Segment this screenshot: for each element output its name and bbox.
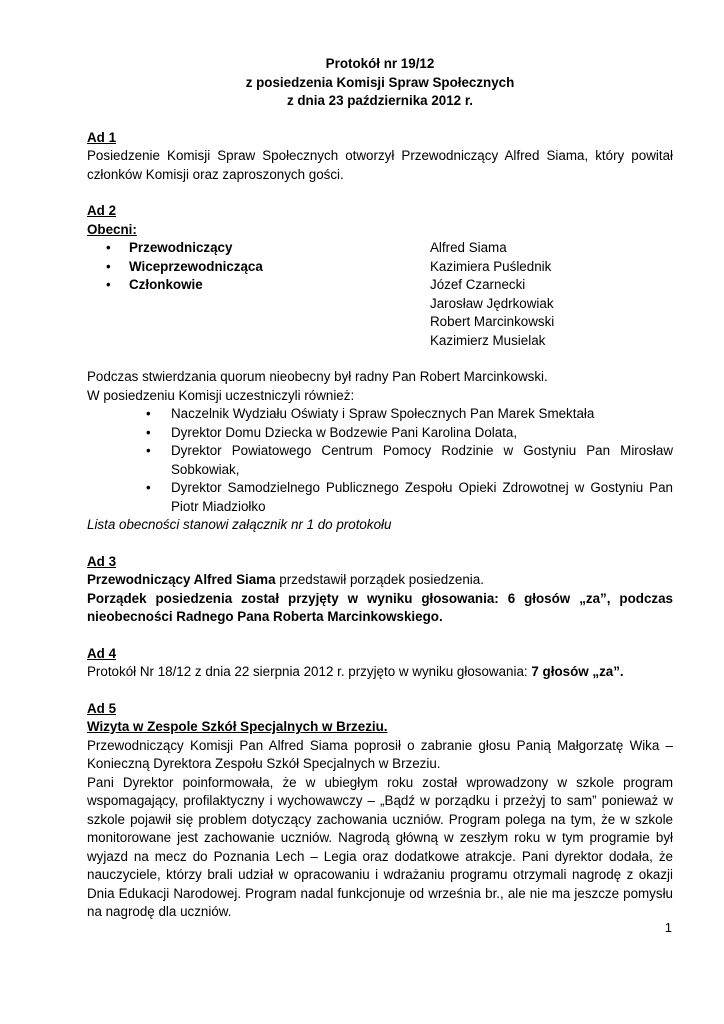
bullet-icon: • xyxy=(106,258,111,274)
ad3-text xyxy=(87,571,673,590)
bullet-icon: • xyxy=(106,240,111,255)
ad5-line: szkole pojawił się problem dotyczący zachowania uczniów. Program polega na tym, że w szkole xyxy=(87,811,673,827)
ad5-line: wspomagający, profilaktyczny i wychowawczy – „Bądź w porządku i przeżyj to sam” ponieważ w xyxy=(87,793,673,808)
participant-text: Dyrektor Samodzielnego Publicznego Zespołu Opieki Zdrowotnej w Gostyniu Pan xyxy=(171,480,673,495)
ad4-text xyxy=(87,663,673,682)
member-row xyxy=(87,258,673,277)
section-title-ad1: Ad 1 xyxy=(87,129,117,145)
ad5-subtitle: Wizyta w Zespole Szkół Specjalnych w Brzeziu. xyxy=(87,719,388,734)
protocol-subtitle: z posiedzenia Komisji Spraw Społecznych xyxy=(245,74,515,90)
member-role: Przewodniczący xyxy=(129,240,233,255)
bullet-icon: • xyxy=(106,277,111,292)
bullet-icon: • xyxy=(146,443,151,458)
member-name: Kazimiera Puślednik xyxy=(430,258,552,274)
ad5-line: Pani Dyrektor poinformowała, że w ubiegłym roku został wprowadzony w szkole program xyxy=(87,774,673,790)
participant-item xyxy=(146,442,673,479)
ad5-line: monitorowane jest zachowanie uczniów. Nagrodą główną w zeszłym roku w tym programie był xyxy=(87,830,673,845)
bullet-icon: • xyxy=(146,406,151,421)
page-number: 1 xyxy=(664,920,672,935)
participant-text-cont: Piotr Miadziołko xyxy=(171,498,266,514)
chair-text: przedstawił porządek posiedzenia. xyxy=(275,572,484,587)
ad1-text-line: członków Komisji oraz zaproszonych gości. xyxy=(87,166,344,182)
member-name: Robert Marcinkowski xyxy=(430,314,555,329)
ad4-votes: 7 głosów „za”. xyxy=(531,664,624,679)
present-label: Obecni: xyxy=(87,221,137,237)
ad3-vote-line: Porządek posiedzenia został przyjęty w wyniku głosowania: 6 głosów „za”, podczas xyxy=(87,590,673,606)
participant-text-cont: Sobkowiak, xyxy=(171,461,240,477)
ad5-line: Przewodniczący Komisji Pan Alfred Siama poprosił o zabranie głosu Panią Małgorzatę Wika – xyxy=(87,737,673,753)
ad5-line: Dnia Edukacji Narodowej. Program nadal funkcjonuje od września br., ale nie ma jeszcze pomysłu xyxy=(87,885,673,901)
chair-name: Przewodniczący Alfred Siama xyxy=(87,572,276,587)
member-name: Józef Czarnecki xyxy=(430,277,526,292)
participant-item xyxy=(146,479,673,516)
document-header xyxy=(87,55,673,111)
document-page xyxy=(87,55,673,922)
member-role: Członkowie xyxy=(129,277,203,292)
protocol-title: Protokół nr 19/12 xyxy=(325,56,435,71)
participant-item xyxy=(146,405,673,424)
participants-intro: W posiedzeniu Komisji uczestniczyli również: xyxy=(87,387,355,403)
ad4-text-main: Protokół Nr 18/12 z dnia 22 sierpnia 2012 r. przyjęto w wyniku głosowania: xyxy=(87,664,532,679)
member-name: Kazimierz Musielak xyxy=(430,332,546,348)
ad3-vote-line: nieobecności Radnego Pana Roberta Marcinkowskiego. xyxy=(87,609,443,624)
participant-text: Dyrektor Domu Dziecka w Bodzewie Pani Karolina Dolata, xyxy=(171,424,518,440)
attendance-note: Lista obecności stanowi załącznik nr 1 do protokołu xyxy=(87,517,392,532)
member-role: Wiceprzewodnicząca xyxy=(129,258,263,274)
bullet-icon: • xyxy=(146,424,151,440)
member-name: Jarosław Jędrkowiak xyxy=(430,295,554,311)
ad5-line: nauczyciele, którzy brali udział w opracowaniu i wdrażaniu programu otrzymali nagrodę z okazji xyxy=(87,867,673,882)
member-row xyxy=(87,239,673,258)
participant-text: Dyrektor Powiatowego Centrum Pomocy Rodzinie w Gostyniu Pan Mirosław xyxy=(171,443,673,458)
ad5-line: wyjazd na mecz do Poznania Lech – Legia oraz dodatkowe atrakcje. Pani dyrektor dodała, że xyxy=(87,848,673,864)
participant-item xyxy=(146,424,673,443)
section-title-ad3: Ad 3 xyxy=(87,553,117,569)
member-name: Alfred Siama xyxy=(430,240,507,255)
participant-text: Naczelnik Wydziału Oświaty i Spraw Społecznych Pan Marek Smektała xyxy=(171,406,595,421)
section-title-ad4: Ad 4 xyxy=(87,645,117,661)
ad1-text-line: Posiedzenie Komisji Spraw Społecznych otworzył Przewodniczący Alfred Siama, który powitał xyxy=(87,148,673,163)
ad5-line: na nagrodę dla uczniów. xyxy=(87,904,232,919)
member-row xyxy=(87,276,673,295)
quorum-note: Podczas stwierdzania quorum nieobecny był radny Pan Robert Marcinkowski. xyxy=(87,369,548,384)
protocol-date: z dnia 23 października 2012 r. xyxy=(286,93,474,108)
bullet-icon: • xyxy=(146,480,151,495)
ad5-line: Konieczną Dyrektora Zespołu Szkół Specjalnych w Brzeziu. xyxy=(87,756,441,771)
section-title-ad5: Ad 5 xyxy=(87,700,117,716)
section-title-ad2: Ad 2 xyxy=(87,203,117,218)
